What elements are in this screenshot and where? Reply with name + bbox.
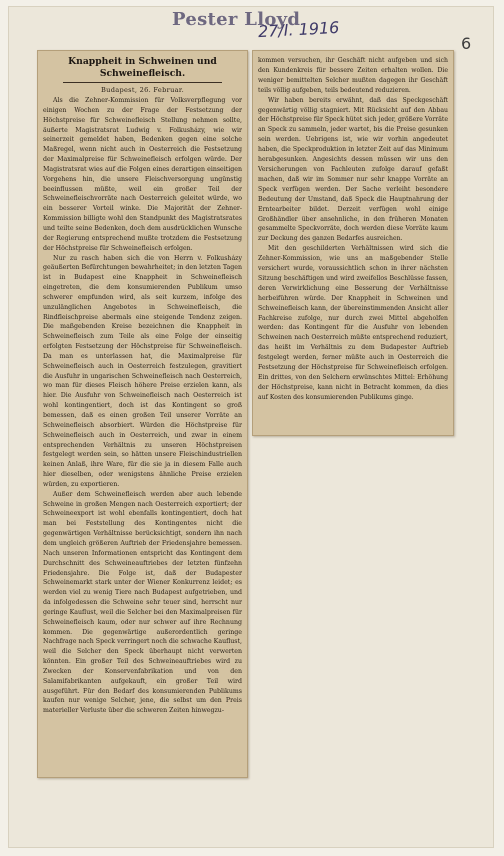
newspaper-name-stamp: Pester Lloyd	[172, 9, 301, 30]
article-paragraph: Außer dem Schweinefleisch werden aber auch lebende Schweine in großen Mengen nach Oesterreich exportiert; der Schweineexport ist wohl ebenfalls kontingentiert, doch hat man bei Feststellung des Kontingentes nicht die gegenwärtigen Verhältnisse berücksichtigt, sondern ihn nach dem ungleich größeren Auftrieb der Friedensjahre bemessen. Nach unseren Informationen entspricht das Kontingent dem Durchschnitt des Schweineauftriebes der letzten fünfzehn Friedensjahre. Die Folge ist, daß der Budapester Schweinemarkt stark unter der Wiener Konkurrenz leidet; es werden viel zu wenig Tiere nach Budapest aufgetrieben, und da infolgedessen die Schweine sehr teuer sind, herrscht nur geringe Kauflust, weil die Selcher bei den Maximalpreisen für Schweinefleisch kaum, oder nur schwer auf ihre Rechnung kommen. Die gegenwärtige außerordentlich geringe Nachfrage nach Speck verringert noch die schwache Kauflust, weil die Selcher den Speck überhaupt nicht verwerten könnten. Ein großer Teil des Schweineauftriebes wird zu Zwecken der Konservenfabrikation und von den Salamifabrikanten aufgekauft, ein großer Teil wird ausgeführt. Für den Bedarf des konsumierenden Publikums kaufen nur wenige Selcher, jene, die selbst um den Preis materieller Verluste über die schweren Zeiten hinwegzu-	[43, 490, 242, 715]
newspaper-clipping-right-column	[252, 50, 454, 436]
article-paragraph: Mit den geschilderten Verhältnissen wird sich die Zehner-Kommission, wie uns an maßgebender Stelle versichert wurde, voraussichtlich schon in ihrer nächsten Sitzung beschäftigen und wird zweifellos Beschlüsse fassen, deren Verwirklichung eine Besserung der Verhältnisse herbeiführen würde. Der Knappheit in Schweinen und Schweinefleisch kann, der übereinstimmenden Ansicht aller Fachkreise zufolge, nur durch zwei Mittel abgeholfen werden: das Kontingent für die Ausfuhr von lebenden Schweinen nach Oesterreich müßte entsprechend reduziert, das heißt im Verhältnis zu dem Budapester Auftrieb festgelegt werden, ferner müßte auch in Oesterreich die Festsetzung der Höchstpreise für Schweinefleisch erfolgen. Ein drittes, von den Selchern erwünschtes Mittel: Erhöhung der Höchstpreise, kann nicht in Betracht kommen, da dies auf Kosten des konsumierenden Publikums ginge.	[258, 245, 448, 401]
article-headline: Knappheit in Schweinen und Schweinefleisch.	[68, 56, 217, 79]
article-paragraph: Nur zu rasch haben sich die von Herrn v. Folkusházy geäußerten Befürchtungen bewahrheitet; in den letzten Tagen ist in Budapest eine Knappheit in Schweinefleisch eingetreten, die dem konsumierenden Publikum umso schwerer empfunden wird, als seit kurzem, infolge des unzulänglichen Angebotes in Schweinefleisch, die Rindfleischpreise abermals eine steigende Tendenz zeigen. Die maßgebenden Kreise bezeichnen die Knappheit in Schweinefleisch zum Teile als eine Folge der einseitig erfolgten Festsetzung der Höchstpreise für Schweinefleisch. Da man es unterlassen hat, die Maximalpreise für Schweinefleisch auch in Oesterreich festzulegen, gravitiert die Ausfuhr in ungarischen Schweinefleisch nach Oesterreich, wo man für dieses Fleisch höhere Preise erzielen kann, als hier. Die Ausfuhr von Schweinefleisch nach Oesterreich ist wohl kontingentiert, doch ist das Kontingent so groß bemessen, daß es einen großen Teil unserer Vorräte an Schweinefleisch absorbiert. Würden die Höchstpreise für Schweinefleisch auch in Oesterreich, und zwar in einem entsprechenden Verhältnis zu unseren Höchstpreisen festgelegt werden sein, so hätten unsere Fleischindustriellen keinen Anlaß, ihre Ware, für die sie ja in diesem Falle auch hier dieselben, oder wenigstens ähnliche Preise erzielen würden, zu exportieren.	[43, 254, 242, 488]
article-dateline: Budapest, 26. Februar.	[101, 86, 184, 94]
page-number: 6	[461, 34, 472, 53]
headline-rule	[63, 82, 222, 83]
article-paragraph: Wir haben bereits erwähnt, daß das Speckgeschäft gegenwärtig völlig stagniert. Mit Rücksicht auf den Abbau der Höchstpreise für Speck hütet sich jeder, größere Vorräte an Speck zu sammeln, jeder wartet, bis die Preise gesunken sein werden. Uebrigens ist, wie wir vorhin angedeutet haben, die Speckproduktion in letzter Zeit auf das Minimum herabgesunken. Angesichts dessen müssen wir uns den Versicherungen von Fachleuten zufolge darauf gefaßt machen, daß wir im Sommer nur sehr knappe Vorräte an Speck verfügen werden. Der Sache verleiht besondere Bedeutung der Umstand, daß Speck die Hauptnahrung der Erntearbeiter bildet. Derzeit verfügen wohl einige Großhändler über ansehnliche, in den früheren Monaten gesammelte Speckvorräte, doch werden diese Vorräte kaum zur Deckung des ganzen Bedarfes ausreichen.	[258, 96, 448, 243]
newspaper-clipping-left-column	[37, 50, 248, 778]
article-paragraph: kommen versuchen, ihr Geschäft nicht aufgeben und sich den Kundenkreis für bessere Zeiten erhalten wollen. Die weniger bemittelten Selcher mußten dagegen ihr Geschäft teils völlig aufgeben, teils bedeutend reduzieren.	[258, 57, 448, 94]
handwritten-date: 27/I. 1916	[257, 17, 340, 42]
article-paragraph: Als die Zehner-Kommission für Volksverpflegung vor einigen Wochen zu der Frage der Festsetzung der Höchstpreise für Schweinefleisch Stellung nehmen sollte, äußerte Magistratsrat Ludwig v. Folkusházy, wie wir seinerzeit gemeldet haben, Bedenken gegen eine solche Maßregel, wenn nicht auch in Oesterreich die Festsetzung der Maximalpreise für Schweinefleisch erfolgen würde. Der Magistratsrat wies auf die Folgen eines derartigen einseitigen Vorgehens hin, die unsere Fleischversorgung ungünstig beeinflussen müßte, weil ein großer Teil der Schweinefleischvorräte nach Oesterreich geleitet würde, wo ein besserer Vorteil winke. Die Majorität der Zehner-Kommission billigte wohl den Standpunkt des Magistratsrates und teilte seine Bedenken, doch dem ausdrücklichen Wunsche der Regierung entsprechend mußte trotzdem die Festsetzung der Höchstpreise für Schweinefleisch erfolgen.	[43, 97, 242, 252]
